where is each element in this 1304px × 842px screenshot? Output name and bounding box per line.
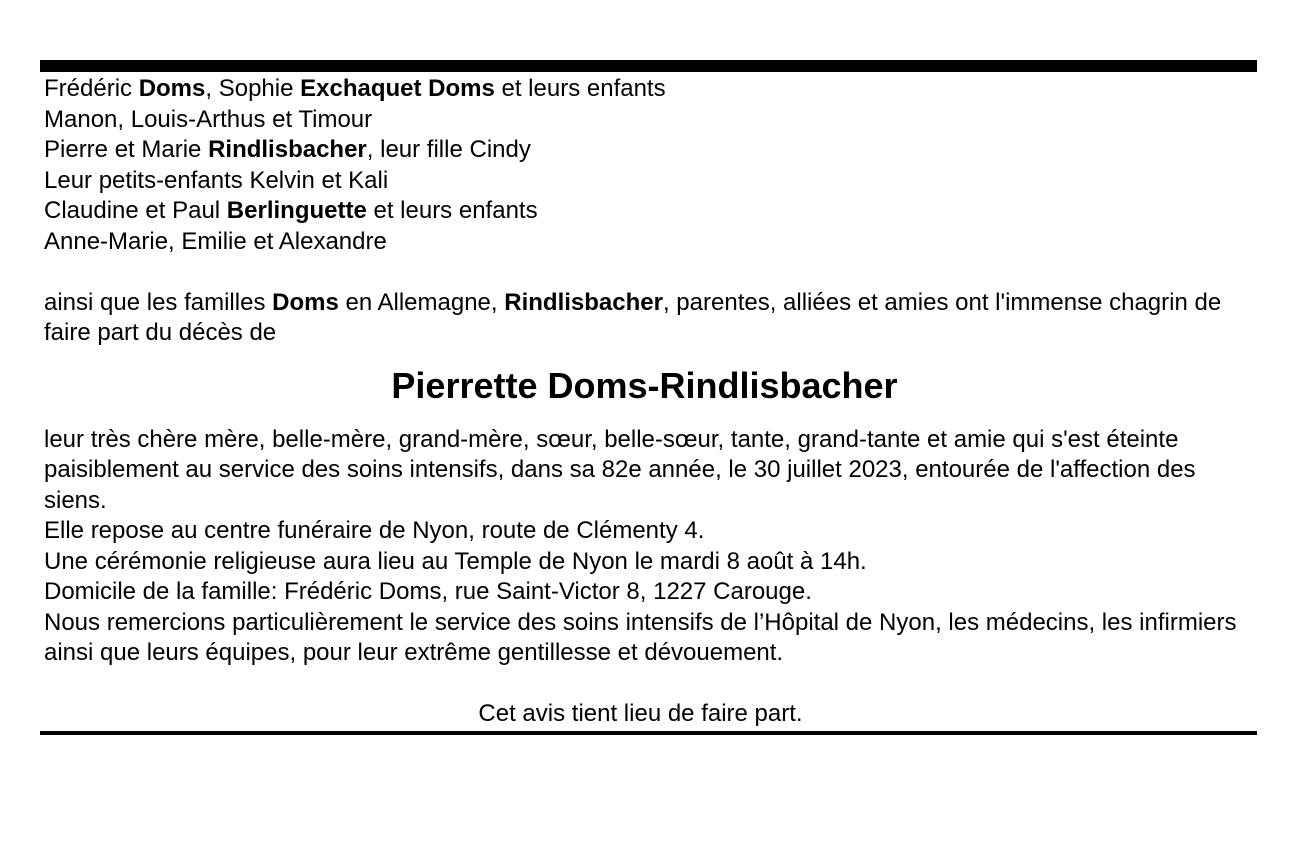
announcement-text-1: ainsi que les familles — [44, 288, 273, 316]
family-line-1-text-1: Frédéric — [44, 75, 139, 102]
family-line-1 — [44, 74, 1257, 105]
announcement-text-3: , parentes, alliées et amies ont l'immense chagrin de faire part du décès de — [44, 288, 1222, 346]
deceased-name: Pierrette Doms-Rindlisbacher — [391, 364, 898, 406]
closing-note: Cet avis tient lieu de faire part. — [478, 700, 803, 727]
obituary-notice — [40, 60, 1257, 735]
announcement-text-2: en Allemagne, — [338, 288, 505, 316]
spacer — [44, 257, 1257, 288]
family-line-5 — [44, 196, 1257, 227]
family-line-1-text-2: , Sophie — [205, 75, 301, 102]
family-line-2: Manon, Louis-Arthus et Timour — [44, 105, 373, 133]
family-line-3-surname: Rindlisbacher — [208, 136, 367, 163]
bottom-rule — [40, 731, 1257, 735]
announcement-surname-1: Doms — [272, 288, 339, 316]
family-line-6: Anne-Marie, Emilie et Alexandre — [44, 227, 387, 255]
family-line-5-text-2: et leurs enfants — [366, 197, 538, 224]
repose-paragraph: Elle repose au centre funéraire de Nyon, route de Clémenty 4. — [44, 517, 705, 544]
family-line-3-text-2: , leur fille Cindy — [366, 136, 531, 163]
ceremony-paragraph: Une cérémonie religieuse aura lieu au Temple de Nyon le mardi 8 août à 14h. — [44, 547, 867, 575]
notice-content — [40, 72, 1257, 729]
announcement-paragraph — [44, 288, 1257, 349]
family-line-4: Leur petits-enfants Kelvin et Kali — [44, 166, 389, 194]
description-paragraph: leur très chère mère, belle-mère, grand-mère, sœur, belle-sœur, tante, grand-tante et amie qui s'est éteinte paisiblement au service des soins intensifs, dans sa 82e année, le 30 juillet 2023, entourée de l'affection des siens. — [44, 425, 1196, 514]
family-line-1-surname-2: Exchaquet Doms — [300, 75, 495, 102]
thanks-paragraph: Nous remercions particulièrement le service des soins intensifs de l’Hôpital de Nyon, les médecins, les infirmiers ainsi que leurs équipes, pour leur extrême gentillesse et dévouement. — [44, 608, 1237, 666]
family-line-5-text-1: Claudine et Paul — [44, 197, 227, 224]
announcement-surname-2: Rindlisbacher — [504, 288, 663, 316]
top-rule — [40, 60, 1257, 72]
family-line-1-surname-1: Doms — [138, 75, 206, 102]
domicile-paragraph: Domicile de la famille: Frédéric Doms, rue Saint-Victor 8, 1227 Carouge. — [44, 578, 812, 605]
family-line-1-text-3: et leurs enfants — [494, 75, 666, 102]
family-line-5-surname: Berlinguette — [226, 197, 367, 224]
family-list — [44, 72, 1257, 257]
family-line-3-text-1: Pierre et Marie — [44, 136, 209, 163]
family-line-3 — [44, 135, 1257, 166]
